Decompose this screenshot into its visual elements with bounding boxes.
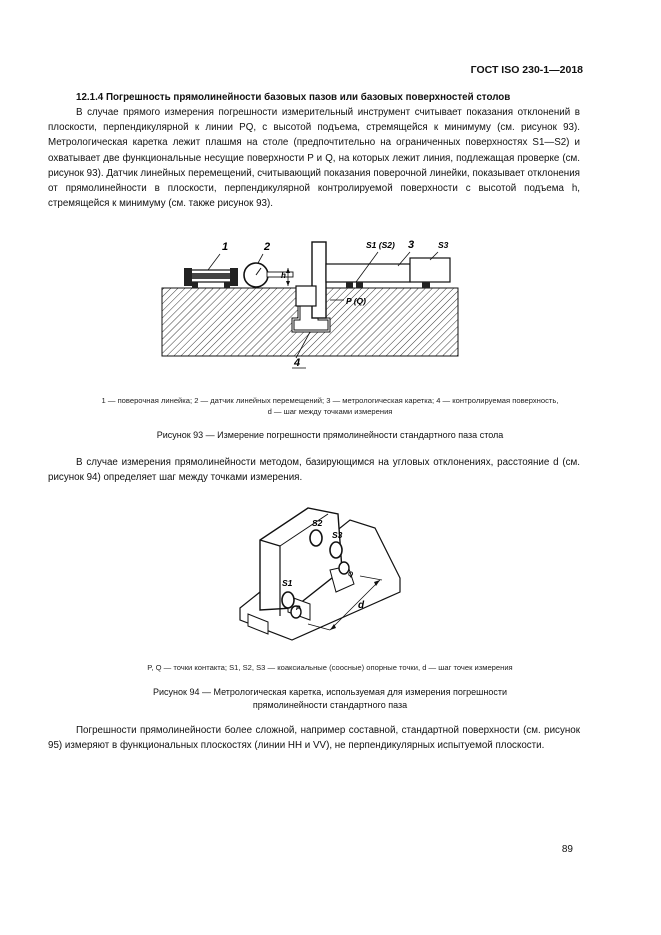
paragraph-angular-method <box>48 455 580 485</box>
page-number: 89 <box>561 844 573 855</box>
label-1: 1 <box>222 241 229 253</box>
paragraph-text: В случае измерения прямолинейности методом, базирующимся на угловых отклонениях, расстояние d (см. рисунок 94) определяет шаг между точками измерения. <box>48 457 580 484</box>
figure-94-legend: P, Q — точки контакта; S1, S2, S3 — коаксиальные (соосные) опорные точки, d — шаг точек измерения <box>147 663 513 672</box>
label-q: Q <box>348 571 354 578</box>
label-3: 3 <box>408 239 415 251</box>
paragraph-composite-surface <box>48 723 580 753</box>
label-s2: S2 <box>312 518 323 528</box>
legend-line: d — шаг между точками измерения <box>267 407 393 416</box>
label-s3: S3 <box>332 530 343 540</box>
label-s1: S1 <box>282 578 293 588</box>
legend-line: 1 — поверочная линейка; 2 — датчик линейных перемещений; 3 — метрологическая каретка; 4 — контролируемая поверхность, <box>101 396 559 405</box>
figure-93-drawing <box>160 228 460 376</box>
document-header: ГОСТ ISO 230-1—2018 <box>470 64 583 76</box>
figure-93-legend <box>40 395 620 417</box>
label-pq: P (Q) <box>346 296 366 306</box>
carriage-plate <box>312 242 326 318</box>
label-s1-s2: S1 (S2) <box>366 240 395 250</box>
figure-94-caption <box>60 686 600 712</box>
label-d: d <box>358 600 365 611</box>
paragraph-text: Погрешности прямолинейности более сложной, например составной, стандартной поверхности (см. рисунок 95) измеряют в функциональных плоскостях (линии HH и VV), не перпендикулярных испытуемой плоскости. <box>48 725 580 752</box>
caption-line: Рисунок 94 — Метрологическая каретка, используемая для измерения погрешности <box>153 687 507 697</box>
label-2: 2 <box>264 241 271 253</box>
section-heading: 12.1.4 Погрешность прямолинейности базовых пазов или базовых поверхностей столов <box>76 92 511 103</box>
caption-line: прямолинейности стандартного паза <box>252 700 408 710</box>
label-p: P <box>296 605 301 612</box>
figure-93-caption: Рисунок 93 — Измерение погрешности прямолинейности стандартного паза стола <box>156 430 504 440</box>
paragraph-text: В случае прямого измерения погрешности измерительный инструмент считывает показания отклонений в плоскости, перпендикулярной к линии PQ, с высотой подъема, стремящейся к минимуму (см. рисунок 93). Метрологическая каретка лежит плашмя на столе (предпочтительно на ограниченных поверхностях S1—S2) и охватывает две функциональные несущие поверхности P и Q, на которых лежит линия, подлежащая проверке (см. рисунок 93). Датчик линейных перемещений, считывающий показания поверочной линейки, показывает отклонения от прямолинейности в плоскости, перпендикулярной контролируемой поверхности с высотой подъема h, стремящейся к минимуму (см. также рисунок 93). <box>48 107 580 210</box>
figure-94-drawing <box>230 500 430 645</box>
paragraph-direct-measurement <box>48 105 580 211</box>
label-s3: S3 <box>438 240 449 250</box>
label-4: 4 <box>294 357 301 369</box>
metrological-carriage <box>326 264 410 282</box>
label-h: h <box>281 271 286 280</box>
